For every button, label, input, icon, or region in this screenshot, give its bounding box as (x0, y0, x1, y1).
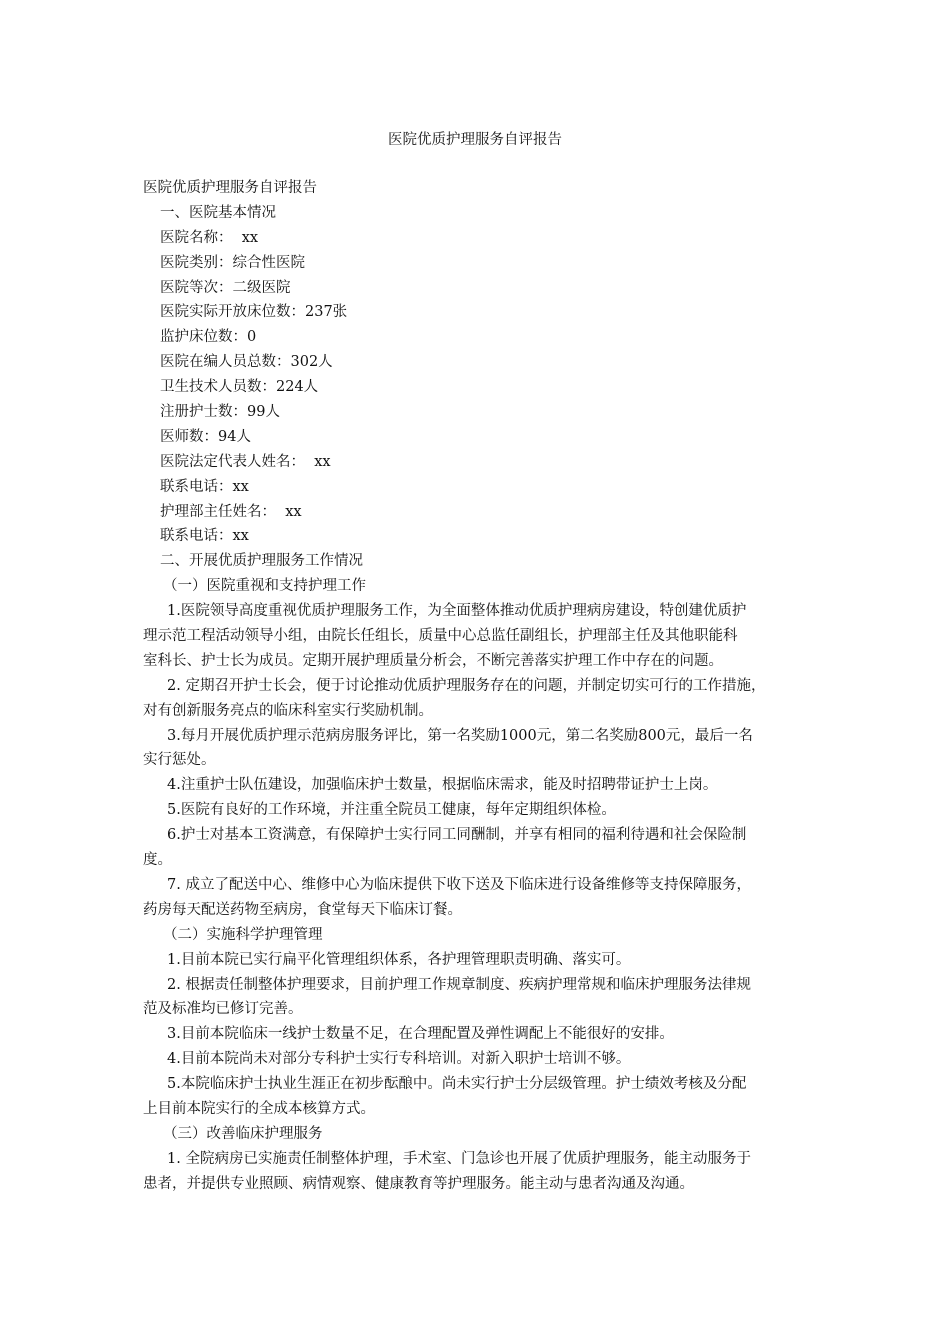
text-line: 患者，并提供专业照顾、病情观察、健康教育等护理服务。能主动与患者沟通及沟通。 (143, 1175, 694, 1192)
document-body (143, 176, 815, 1197)
text-line: 药房每天配送药物至病房，食堂每天下临床订餐。 (143, 901, 462, 918)
text-line: 监护床位数：0 (160, 329, 257, 346)
text-line: 5.本院临床护士执业生涯正在初步酝酿中。尚未实行护士分层级管理。护士绩效考核及分配 (167, 1076, 747, 1093)
text-line: 联系电话：xx (160, 528, 249, 545)
text-line: 3.目前本院临床一线护士数量不足，在合理配置及弹性调配上不能很好的安排。 (167, 1026, 674, 1043)
text-line: 6.护士对基本工资满意，有保障护士实行同工同酬制，并享有相同的福利待遇和社会保险制 (167, 827, 747, 844)
text-line: 2. 定期召开护士长会，便于讨论推动优质护理服务存在的问题，并制定切实可行的工作措施， (167, 677, 766, 694)
text-line: 医院实际开放床位数：237张 (160, 304, 348, 321)
text-line: 卫生技术人员数：224人 (160, 379, 319, 396)
text-line: 对有创新服务亮点的临床科室实行奖励机制。 (143, 702, 433, 719)
text-line: 注册护士数：99人 (160, 404, 280, 421)
text-line: 医院等次：二级医院 (160, 279, 291, 296)
text-line: 医师数：94人 (160, 428, 251, 445)
text-line: 4.目前本院尚未对部分专科护士实行专科培训。对新入职护士培训不够。 (167, 1051, 631, 1068)
document-title: 医院优质护理服务自评报告 (388, 132, 562, 148)
text-line: （二）实施科学护理管理 (163, 926, 323, 943)
text-line: 医院优质护理服务自评报告 (143, 180, 317, 196)
text-line: 3.每月开展优质护理示范病房服务评比，第一名奖励1000元，第二名奖励800元，最后一名 (167, 727, 753, 744)
text-line: 医院在编人员总数：302人 (160, 354, 333, 371)
text-line: （一）医院重视和支持护理工作 (163, 578, 366, 595)
text-line: 7. 成立了配送中心、维修中心为临床提供下收下送及下临床进行设备维修等支持保障服务， (167, 876, 751, 893)
text-line: 室科长、护士长为成员。定期开展护理质量分析会，不断完善落实护理工作中存在的问题。 (143, 652, 723, 669)
text-line: 联系电话：xx (160, 478, 249, 495)
text-line: 5.医院有良好的工作环境，并注重全院员工健康，每年定期组织体检。 (167, 802, 616, 819)
text-line: 上目前本院实行的全成本核算方式。 (143, 1100, 375, 1117)
text-line: 一、医院基本情况 (160, 204, 276, 221)
text-line: 1.医院领导高度重视优质护理服务工作，为全面整体推动优质护理病房建设，特创建优质护 (167, 603, 747, 620)
text-line: 1. 全院病房已实施责任制整体护理，手术室、门急诊也开展了优质护理服务，能主动服务于 (167, 1150, 751, 1167)
text-line: 2. 根据责任制整体护理要求，目前护理工作规章制度、疾病护理常规和临床护理服务法律规 (167, 976, 751, 993)
text-line: 4.注重护士队伍建设，加强临床护士数量，根据临床需求，能及时招聘带证护士上岗。 (167, 777, 718, 794)
text-line: 度。 (143, 852, 172, 869)
text-line: （三）改善临床护理服务 (163, 1125, 323, 1142)
text-line: 医院类别：综合性医院 (160, 254, 305, 271)
text-line: 1.目前本院已实行扁平化管理组织体系，各护理管理职责明确、落实可。 (167, 951, 631, 968)
text-line: 二、开展优质护理服务工作情况 (160, 553, 363, 570)
text-line: 医院法定代表人姓名： xx (160, 453, 331, 470)
text-line: 范及标准均已修订完善。 (143, 1001, 303, 1018)
text-line: 医院名称： xx (160, 229, 259, 246)
text-line: 护理部主任姓名： xx (160, 503, 302, 520)
text-line: 实行惩处。 (143, 752, 216, 769)
text-line: 理示范工程活动领导小组，由院长任组长，质量中心总监任副组长，护理部主任及其他职能科 (143, 628, 738, 645)
